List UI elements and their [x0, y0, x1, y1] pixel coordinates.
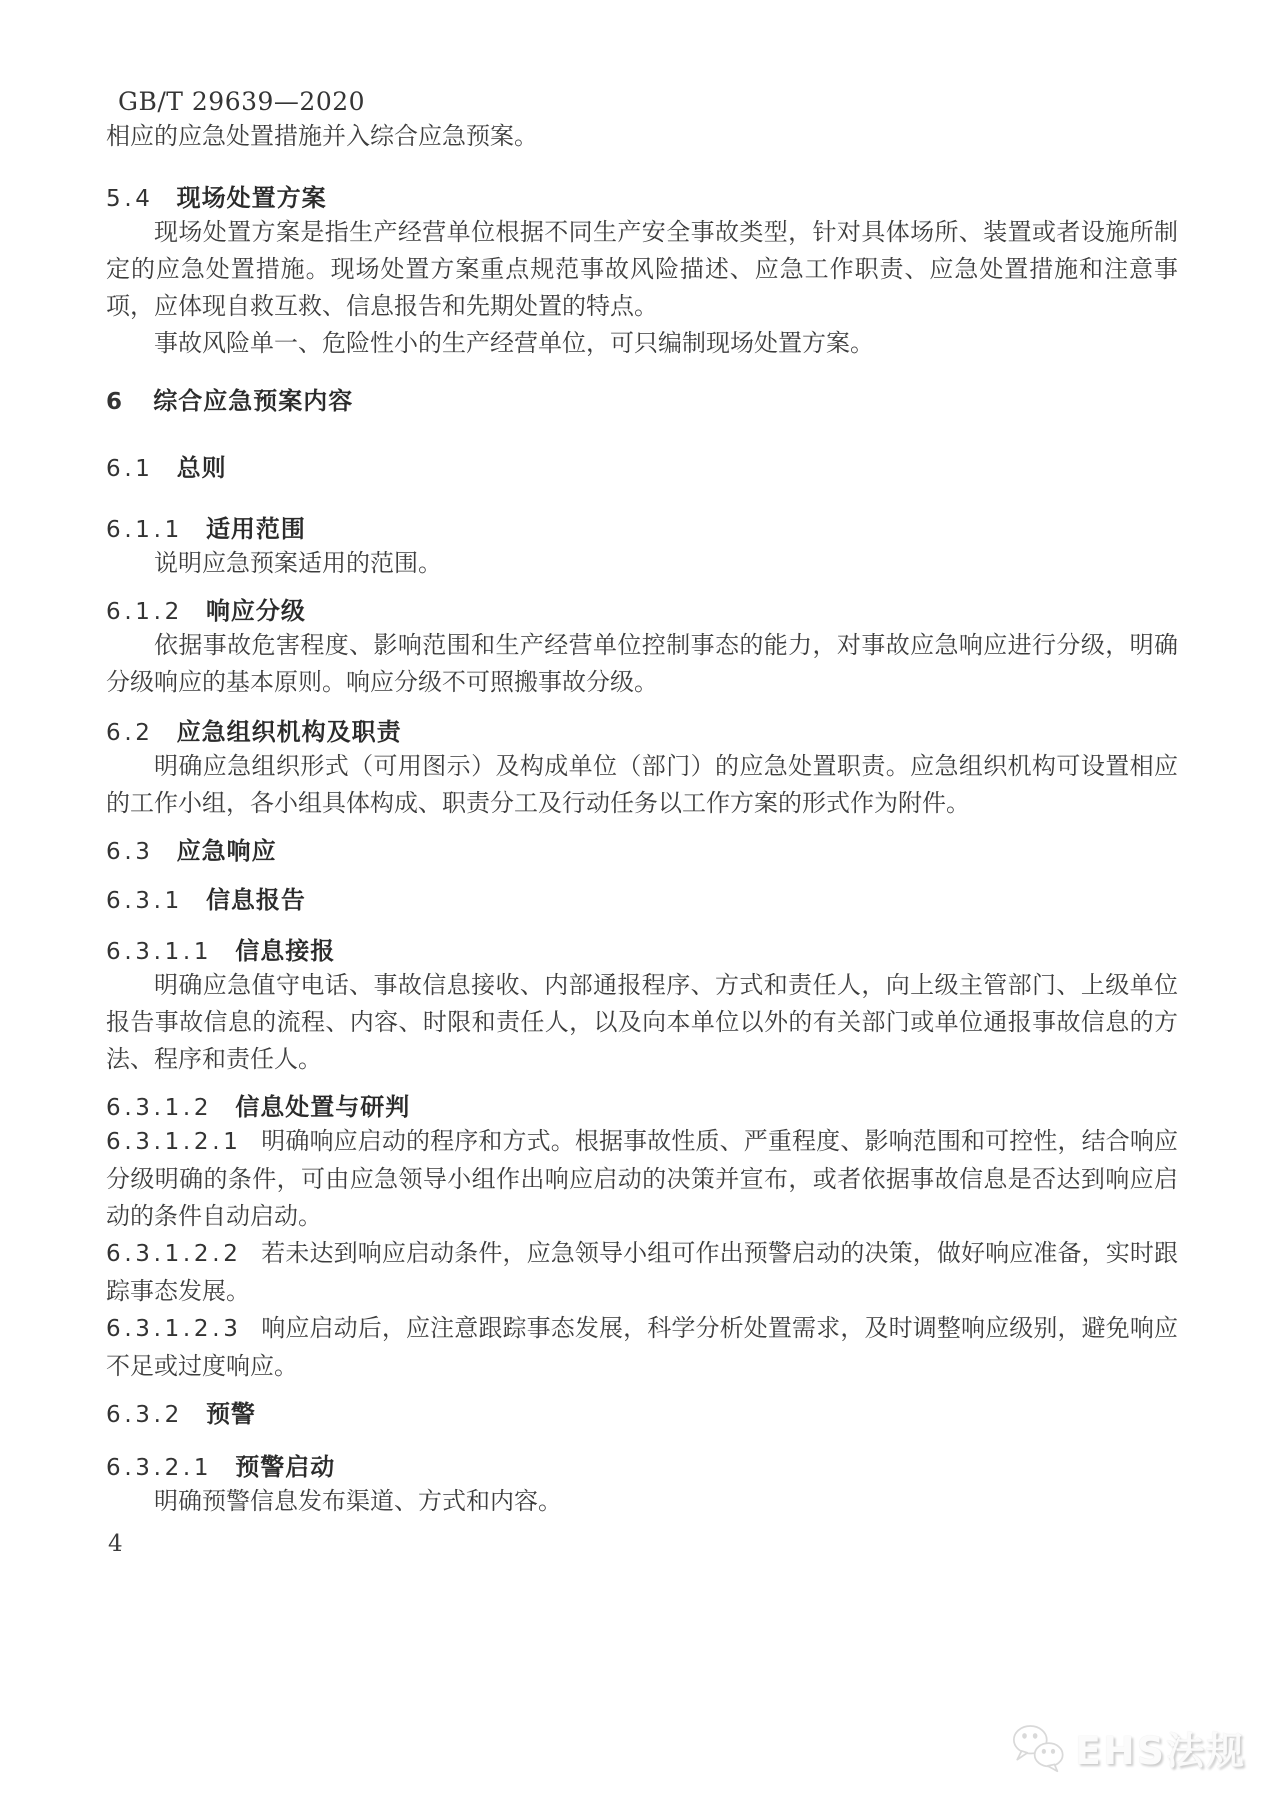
- heading-title: 预警启动: [235, 1453, 336, 1481]
- heading-number: 6.3.1.1: [106, 939, 213, 965]
- heading-number: 6.3.2.1: [106, 1455, 213, 1481]
- heading-title: 现场处置方案: [176, 184, 327, 212]
- heading-title: 信息接报: [235, 937, 336, 965]
- heading-number: 6.2: [106, 720, 154, 746]
- heading-title: 适用范围: [205, 515, 306, 543]
- heading-6-1: [106, 453, 1178, 484]
- numbered-paragraph: [106, 1235, 1178, 1310]
- heading-6-3: [106, 836, 1178, 867]
- heading-title: 信息处置与研判: [235, 1093, 411, 1121]
- heading-number: 6.3: [106, 839, 154, 865]
- watermark: [1010, 1720, 1246, 1775]
- heading-title: 应急组织机构及职责: [176, 718, 402, 746]
- heading-number: 5.4: [106, 186, 154, 212]
- heading-6: [106, 386, 1178, 417]
- heading-title: 总则: [176, 454, 227, 482]
- numbered-paragraph: [106, 1123, 1178, 1235]
- heading-title: 响应分级: [205, 597, 306, 625]
- heading-6-3-2: [106, 1399, 1178, 1430]
- heading-5-4: [106, 183, 1178, 214]
- paragraph-continuation: 相应的应急处置措施并入综合应急预案。: [106, 122, 538, 150]
- clause-text: 响应启动后，应注意跟踪事态发展，科学分析处置需求，及时调整响应级别，避免响应不足或过度响应。: [106, 1314, 1178, 1380]
- standard-number-header: GB/T 29639—2020: [118, 87, 366, 116]
- heading-6-1-1: [106, 514, 1178, 545]
- clause-number: 6.3.1.2.1: [106, 1129, 242, 1155]
- heading-6-3-1-1: [106, 936, 1178, 967]
- clause-text: 若未达到响应启动条件，应急领导小组可作出预警启动的决策，做好响应准备，实时跟踪事态发展。: [106, 1239, 1178, 1305]
- heading-6-3-1-2: [106, 1092, 1178, 1123]
- heading-6-3-1: [106, 885, 1178, 916]
- clause-number: 6.3.1.2.2: [106, 1241, 242, 1267]
- paragraph: 依据事故危害程度、影响范围和生产经营单位控制事态的能力，对事故应急响应进行分级，明确分级响应的基本原则。响应分级不可照搬事故分级。: [106, 631, 1178, 696]
- heading-number: 6: [106, 389, 126, 415]
- heading-number: 6.1.2: [106, 599, 183, 625]
- numbered-paragraph: [106, 1310, 1178, 1385]
- heading-title: 应急响应: [176, 837, 277, 865]
- watermark-text: EHS法规: [1074, 1729, 1246, 1773]
- clause-text: 明确响应启动的程序和方式。根据事故性质、严重程度、影响范围和可控性，结合响应分级明确的条件，可由应急领导小组作出响应启动的决策并宣布，或者依据事故信息是否达到响应启动的条件自动启动。: [106, 1127, 1178, 1230]
- heading-number: 6.3.2: [106, 1402, 183, 1428]
- heading-number: 6.1.1: [106, 517, 183, 543]
- page-number: 4: [108, 1531, 123, 1557]
- paragraph: 明确应急值守电话、事故信息接收、内部通报程序、方式和责任人，向上级主管部门、上级单位报告事故信息的流程、内容、时限和责任人，以及向本单位以外的有关部门或单位通报事故信息的方法、程序和责任人。: [106, 971, 1178, 1073]
- clause-number: 6.3.1.2.3: [106, 1316, 242, 1342]
- heading-6-3-2-1: [106, 1452, 1178, 1483]
- heading-6-1-2: [106, 596, 1178, 627]
- heading-number: 6.3.1.2: [106, 1095, 213, 1121]
- heading-number: 6.3.1: [106, 888, 183, 914]
- paragraph: 明确应急组织形式（可用图示）及构成单位（部门）的应急处置职责。应急组织机构可设置相应的工作小组，各小组具体构成、职责分工及行动任务以工作方案的形式作为附件。: [106, 752, 1178, 817]
- paragraph: 事故风险单一、危险性小的生产经营单位，可只编制现场处置方案。: [154, 329, 874, 357]
- heading-title: 信息报告: [205, 886, 306, 914]
- paragraph: 说明应急预案适用的范围。: [154, 549, 442, 577]
- heading-title: 预警: [205, 1400, 256, 1428]
- heading-title: 综合应急预案内容: [153, 387, 354, 415]
- paragraph: 明确预警信息发布渠道、方式和内容。: [154, 1487, 562, 1515]
- heading-number: 6.1: [106, 456, 154, 482]
- paragraph: 现场处置方案是指生产经营单位根据不同生产安全事故类型，针对具体场所、装置或者设施所制定的应急处置措施。现场处置方案重点规范事故风险描述、应急工作职责、应急处置措施和注意事项，应体现自救互救、信息报告和先期处置的特点。: [106, 218, 1178, 320]
- heading-6-2: [106, 717, 1178, 748]
- wechat-icon: [1010, 1722, 1068, 1774]
